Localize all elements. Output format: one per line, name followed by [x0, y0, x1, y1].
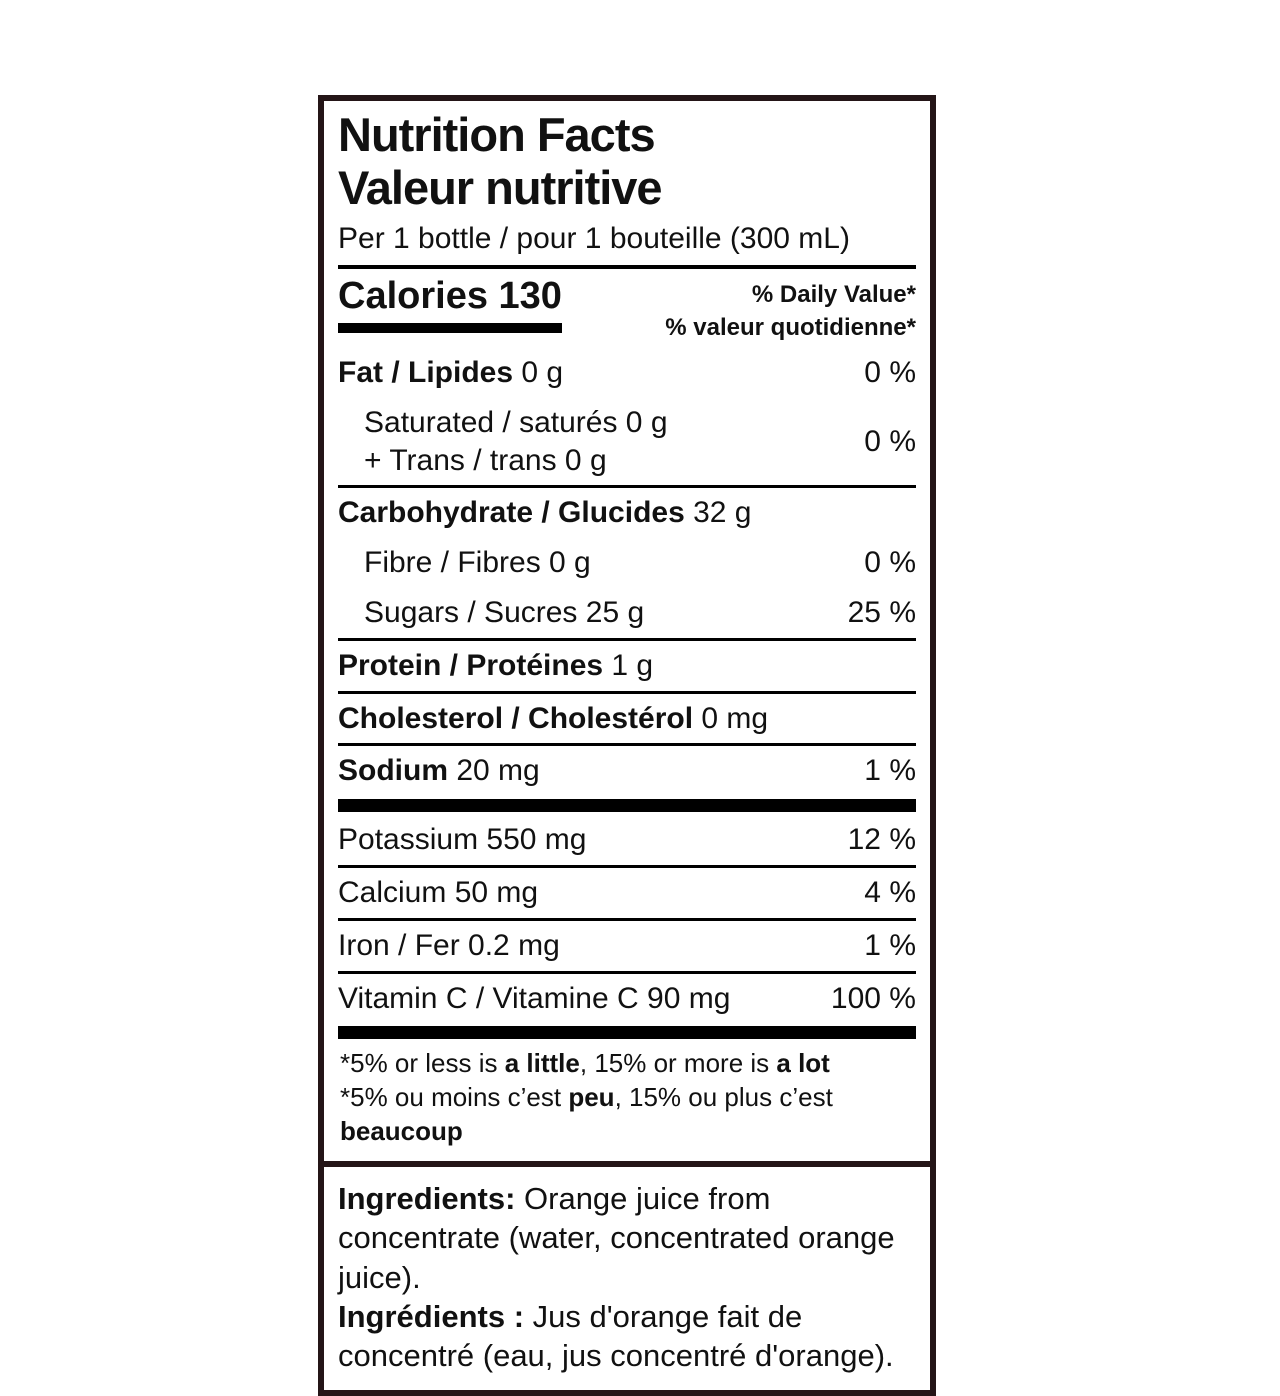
- nutrient-name: [338, 544, 591, 582]
- nutrient-daily-value: 100 %: [830, 981, 916, 1015]
- footnote-text: *5% ou moins c’est: [340, 1082, 569, 1113]
- footnote-text: , 15% or more is: [579, 1048, 777, 1079]
- nutrient-amount: Calcium 50 mg: [338, 876, 539, 909]
- nutrient-name: [338, 927, 560, 965]
- title-english: Nutrition Facts: [338, 108, 655, 161]
- nutrient-name-line: + Trans / trans 0 g: [364, 443, 607, 477]
- nutrient-name: [338, 980, 730, 1018]
- nutrient-amount: Vitamin C / Vitamine C 90 mg: [338, 981, 731, 1015]
- nutrient-row-cholesterol: [338, 694, 916, 744]
- nutrient-amount: 0 g: [513, 356, 564, 390]
- footnote-line: [340, 1047, 916, 1081]
- nutrient-name-bold: Carbohydrate / Glucides: [338, 496, 685, 530]
- nutrition-facts-label: [318, 95, 936, 1396]
- nutrient-amount: 20 mg: [448, 754, 540, 788]
- nutrient-row-iron: [338, 921, 916, 971]
- footnote-emphasis: beaucoup: [340, 1115, 463, 1146]
- nutrient-name: [338, 700, 768, 738]
- ingredients-line: [338, 1179, 916, 1297]
- serving-size: Per 1 bottle / pour 1 bouteille (300 mL): [338, 222, 850, 256]
- nutrient-name-bold: Fat / Lipides: [338, 356, 514, 390]
- nutrition-panel: [318, 95, 936, 1167]
- nutrient-name: [338, 594, 644, 632]
- nutrient-daily-value: 0 %: [864, 356, 916, 390]
- nutrient-name: [338, 647, 653, 685]
- nutrient-name-line: Saturated / saturés 0 g: [364, 405, 668, 439]
- nutrient-amount: 32 g: [684, 496, 752, 530]
- nutrient-daily-value: 1 %: [864, 754, 916, 788]
- nutrient-row-saturated-trans: [338, 398, 916, 486]
- nutrient-name: [338, 354, 563, 392]
- nutrient-row-fibre: [338, 538, 916, 588]
- footnote-emphasis: a little: [504, 1048, 580, 1079]
- calories-section: [338, 269, 916, 348]
- nutrient-amount: 1 g: [603, 648, 654, 682]
- bottom-thick-bar: [338, 1026, 916, 1039]
- nutrient-name-bold: Sodium: [338, 754, 448, 788]
- footnote-emphasis: a lot: [776, 1048, 830, 1079]
- ingredients-line: [338, 1297, 916, 1376]
- nutrient-daily-value: 25 %: [847, 596, 916, 630]
- nutrient-name-bold: Protein / Protéines: [338, 648, 604, 682]
- nutrient-amount: Potassium 550 mg: [338, 823, 587, 857]
- nutrient-amount: 0 mg: [693, 701, 769, 735]
- nutrient-row-potassium: [338, 815, 916, 865]
- separator-thick-bar: [338, 799, 916, 812]
- nutrient-daily-value: 0 %: [864, 424, 916, 458]
- nutrient-name: [338, 494, 752, 532]
- nutrient-name-bold: Cholesterol / Cholestérol: [338, 701, 694, 735]
- nutrient-name: [338, 821, 586, 859]
- ingredients-text: Orange juice from concentrate (water, concentrated orange juice).: [338, 1180, 895, 1295]
- nutrient-row-fat: [338, 348, 916, 398]
- nutrient-name: [338, 752, 540, 790]
- nutrient-row-sodium: [338, 746, 916, 796]
- footnote-line: [340, 1081, 916, 1149]
- calories-value: Calories 130: [338, 275, 562, 318]
- daily-value-header: [665, 277, 916, 344]
- daily-value-header-en: % Daily Value*: [751, 281, 916, 309]
- ingredients-text: Jus d'orange fait de concentré (eau, jus concentré d'orange).: [338, 1298, 894, 1374]
- ingredients-label: Ingredients:: [338, 1180, 525, 1216]
- nutrient-row-calcium: [338, 868, 916, 918]
- footnote-emphasis: peu: [568, 1082, 615, 1113]
- ingredients-label: Ingrédients :: [338, 1298, 533, 1334]
- nutrient-row-carbohydrate: [338, 488, 916, 538]
- nutrient-daily-value: 1 %: [864, 928, 916, 962]
- daily-value-header-fr: % valeur quotidienne*: [665, 313, 916, 341]
- nutrient-rows: [338, 348, 916, 1023]
- nutrient-row-protein: [338, 641, 916, 691]
- nutrient-daily-value: 0 %: [864, 546, 916, 580]
- nutrient-row-sugars: [338, 588, 916, 638]
- footnote-text: *5% or less is: [340, 1048, 505, 1079]
- title-french: Valeur nutritive: [338, 160, 662, 214]
- nutrient-daily-value: 12 %: [847, 823, 916, 857]
- calories-block: [338, 277, 562, 333]
- nutrient-amount: Sugars / Sucres 25 g: [364, 596, 645, 630]
- nutrient-amount: Iron / Fer 0.2 mg: [338, 928, 560, 962]
- nutrient-name: [338, 874, 538, 912]
- calories-underline-bar: [338, 323, 562, 333]
- nutrient-amount: Fibre / Fibres 0 g: [364, 546, 591, 580]
- daily-value-footnotes: [338, 1045, 916, 1150]
- nutrient-row-vitamin-c: [338, 974, 916, 1024]
- nutrient-name: [338, 404, 668, 480]
- nutrient-daily-value: 4 %: [864, 876, 916, 909]
- footnote-text: , 15% ou plus c’est: [614, 1082, 833, 1113]
- ingredients-panel: [318, 1167, 936, 1396]
